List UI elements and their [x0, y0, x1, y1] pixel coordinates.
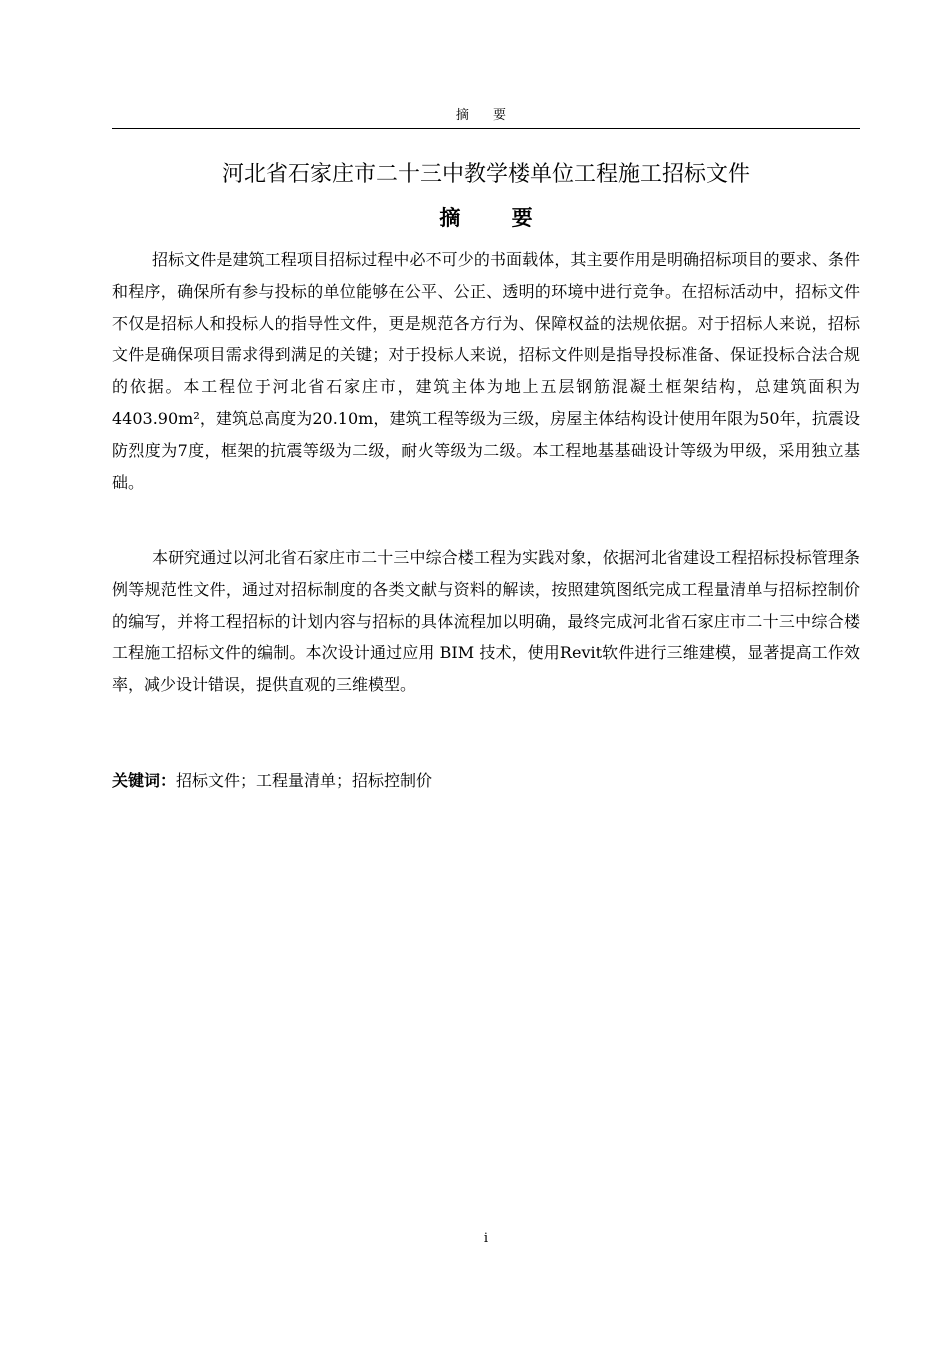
page-number: i [483, 1231, 489, 1246]
abstract-heading: 摘 要 [439, 206, 555, 230]
running-header: 摘 要 [455, 108, 517, 123]
keywords-text: 招标文件；工程量清单；招标控制价 [176, 771, 433, 790]
abstract-paragraph-1: 招标文件是建筑工程项目招标过程中必不可少的书面载体，其主要作用是明确招标项目的要求、条件和程序，确保所有参与投标的单位能够在公平、公正、透明的环境中进行竞争。在招标活动中，招标文件不仅是招标人和投标人的指导性文件，更是规范各方行为、保障权益的法规依据。对于招标人来说，招标文件是确保项目需求得到满足的关键；对于投标人来说，招标文件则是指导投标准备、保证投标合法合规的依据。本工程位于河北省石家庄市，建筑主体为地上五层钢筋混凝土框架结构，总建筑面积为4403.90m²，建筑总高度为20.10m，建筑工程等级为三级，房屋主体结构设计使用年限为50年，抗震设防烈度为7度，框架的抗震等级为二级，耐火等级为二级。本工程地基基础设计等级为甲级，采用独立基础。 [112, 250, 860, 492]
keywords-label: 关键词： [112, 771, 177, 790]
keywords-line [112, 765, 860, 797]
header-divider [112, 128, 860, 129]
abstract-paragraph-2: 本研究通过以河北省石家庄市二十三中综合楼工程为实践对象，依据河北省建设工程招标投标管理条例等规范性文件，通过对招标制度的各类文献与资料的解读，按照建筑图纸完成工程量清单与招标控制价的编写，并将工程招标的计划内容与招标的具体流程加以明确，最终完成河北省石家庄市二十三中综合楼工程施工招标文件的编制。本次设计通过应用 BIM 技术，使用Revit软件进行三维建模，显著提高工作效率，减少设计错误，提供直观的三维模型。 [112, 548, 860, 695]
document-title: 河北省石家庄市二十三中教学楼单位工程施工招标文件 [221, 162, 750, 187]
